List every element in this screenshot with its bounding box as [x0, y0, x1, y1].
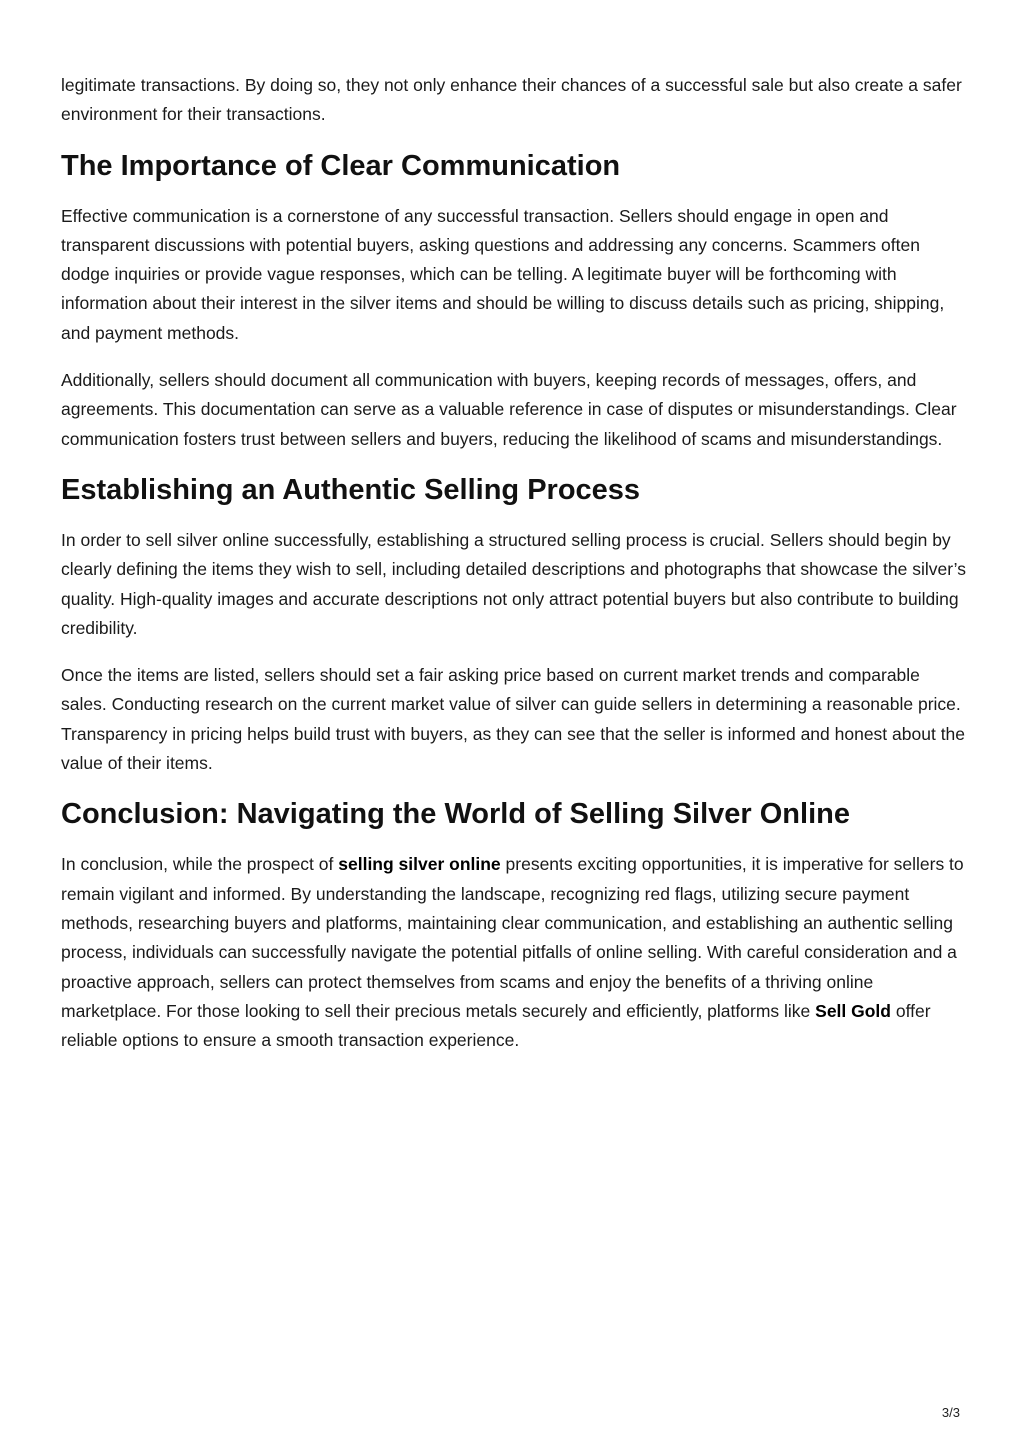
section-conclusion [61, 796, 969, 1055]
section-paragraph: In order to sell silver online successfully, establishing a structured selling process is crucial. Sellers should begin by clearly defining the items they wish to sell, including detailed descriptions and photographs that showcase the silver’s quality. High-quality images and accurate descriptions not only attract potential buyers but also contribute to building credibility. [61, 529, 967, 638]
conclusion-text: offer reliable options to ensure a smooth transaction experience. [61, 1000, 931, 1051]
section-authentic-selling-process [61, 472, 969, 778]
section-paragraph: Additionally, sellers should document all communication with buyers, keeping records of messages, offers, and agreements. This documentation can serve as a valuable reference in case of disputes or misunderstandings. Clear communication fosters trust between sellers and buyers, reducing the likelihood of scams and misunderstandings. [61, 370, 957, 449]
section-paragraph: Once the items are listed, sellers should set a fair asking price based on current market trends and comparable sales. Conducting research on the current market value of silver can guide sellers in determining a reasonable price. Transparency in pricing helps build trust with buyers, as they can see that the seller is informed and honest about the value of their items. [61, 665, 966, 774]
section-heading: The Importance of Clear Communication [61, 149, 621, 182]
conclusion-paragraph [61, 850, 969, 1055]
sell-gold-keyword: Sell Gold [815, 1000, 891, 1021]
page-number: 3/3 [941, 1405, 960, 1420]
section-heading: Establishing an Authentic Selling Process [61, 473, 641, 506]
conclusion-text: In conclusion, while the prospect of [61, 854, 339, 875]
section-clear-communication [61, 148, 969, 454]
section-paragraph: Effective communication is a cornerstone of any successful transaction. Sellers should engage in open and transparent discussions with potential buyers, asking questions and addressing any concerns. Scammers often dodge inquiries or provide vague responses, which can be telling. A legitimate buyer will be forthcoming with information about their interest in the silver items and should be willing to discuss details such as pricing, shipping, and payment methods. [61, 205, 945, 343]
conclusion-text: presents exciting opportunities, it is imperative for sellers to remain vigilant and informed. By understanding the landscape, recognizing red flags, utilizing secure payment methods, researching buyers and platforms, maintaining clear communication, and establishing an authentic selling process, individuals can successfully navigate the potential pitfalls of online selling. With careful consideration and a proactive approach, sellers can protect themselves from scams and enjoy the benefits of a thriving online marketplace. For those looking to sell their precious metals securely and efficiently, platforms like [61, 854, 964, 1021]
intro-paragraph: legitimate transactions. By doing so, they not only enhance their chances of a successful sale but also create a safer environment for their transactions. [61, 75, 962, 125]
selling-silver-online-keyword: selling silver online [338, 854, 501, 875]
section-heading: Conclusion: Navigating the World of Selling Silver Online [61, 798, 850, 831]
document-page [61, 71, 969, 1073]
